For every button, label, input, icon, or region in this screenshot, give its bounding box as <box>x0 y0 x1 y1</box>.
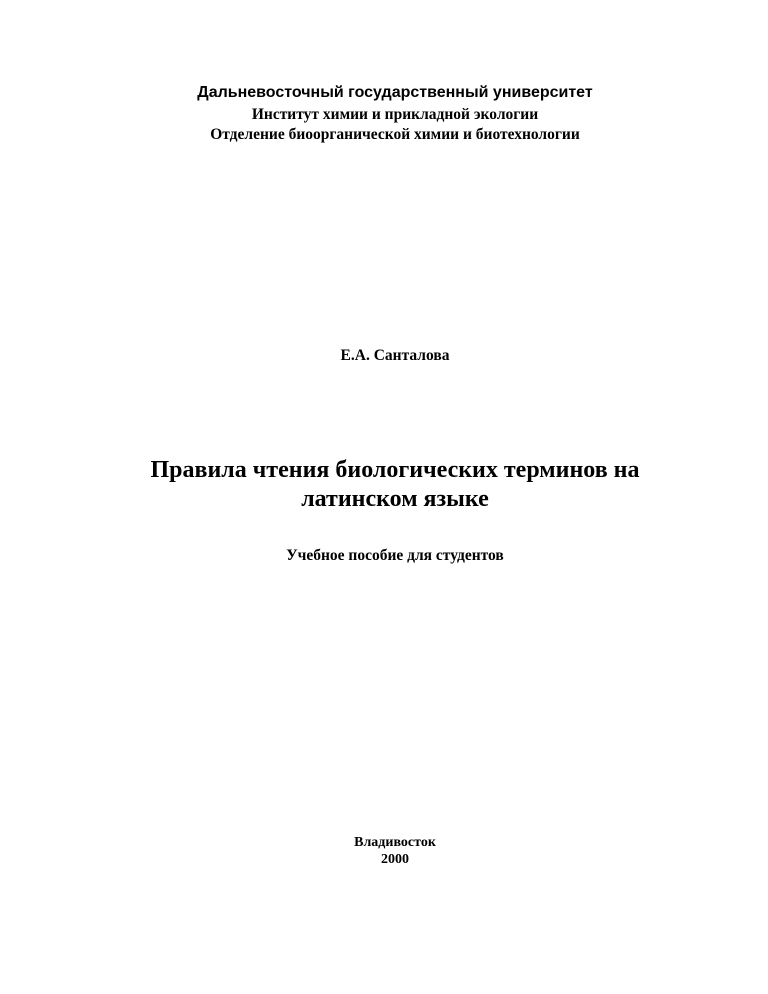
document-title-line-1: Правила чтения биологических терминов на <box>150 457 640 483</box>
publication-city: Владивосток <box>354 835 436 850</box>
author-name: Е.А. Санталова <box>340 347 450 364</box>
document-title-line-2: латинском языке <box>301 486 489 512</box>
department-name: Отделение биоорганической химии и биотехнологии <box>210 126 580 143</box>
university-name: Дальневосточный государственный университет <box>197 84 593 101</box>
document-subtitle: Учебное пособие для студентов <box>286 547 504 564</box>
institute-name: Институт химии и прикладной экологии <box>251 106 539 123</box>
publication-year: 2000 <box>381 852 409 867</box>
